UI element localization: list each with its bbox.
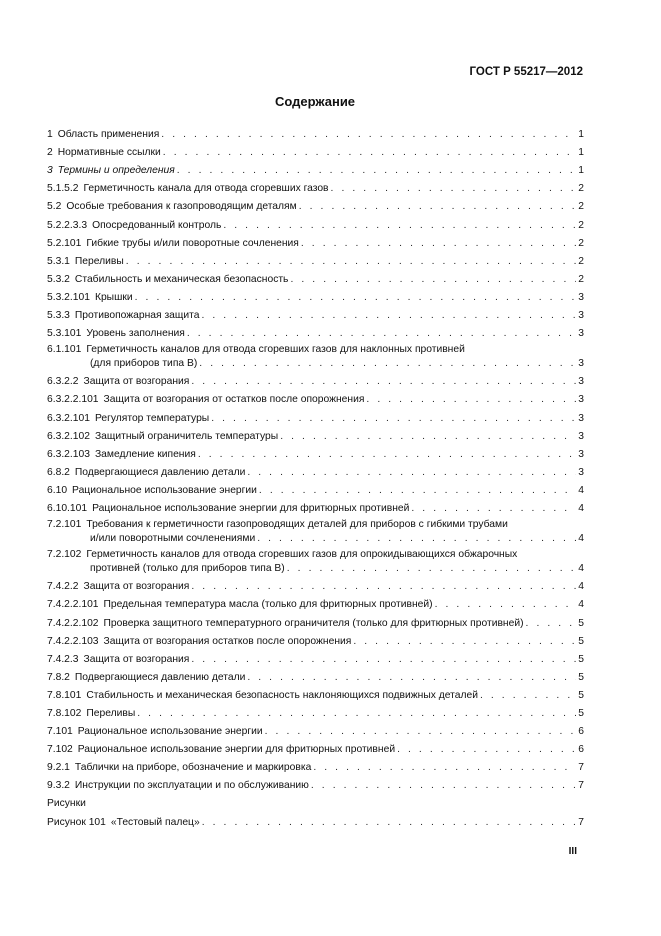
toc-entry-number: 7.2.102	[47, 549, 82, 561]
toc-entry-page: 2	[578, 183, 584, 195]
toc-entry[interactable]	[47, 502, 584, 516]
dot-leader	[411, 502, 576, 516]
toc-entry[interactable]	[47, 219, 584, 233]
toc-entry-page: 4	[578, 503, 584, 514]
toc-entry-title: Переливы	[86, 708, 136, 719]
dot-leader	[353, 635, 576, 649]
standard-number: ГОСТ Р 55217—2012	[469, 66, 583, 78]
page-number: III	[568, 846, 577, 857]
toc-entry-number: 3	[47, 165, 53, 177]
toc-entry-page: 4	[578, 563, 584, 575]
toc-entry-number: 5.3.3	[47, 310, 70, 321]
toc-entry-title: Герметичность каналов для отвода сгоревших газов для наклонных противней	[86, 344, 465, 356]
dot-leader	[397, 743, 576, 757]
toc-entry-number: 5.2.101	[47, 237, 82, 249]
toc-entry-page: 7	[578, 816, 584, 828]
dot-leader	[187, 327, 576, 341]
toc-entry[interactable]	[47, 393, 584, 407]
toc-entry[interactable]	[47, 200, 584, 214]
dot-leader	[331, 182, 577, 196]
toc-entry-title: Замедление кипения	[94, 448, 196, 460]
toc-title: Содержание	[274, 94, 356, 109]
toc-entry-number: 7.4.2.2.102	[47, 617, 99, 629]
toc-entry-title: Регулятор температуры	[94, 412, 210, 424]
toc-entry-page: 5	[578, 653, 584, 665]
toc-entry-number: 6.1.101	[47, 344, 82, 356]
toc-entry-page: 2	[578, 219, 584, 231]
toc-entry-title: Требования к герметичности газопроводящих деталей для приборов с гибкими трубами	[86, 519, 508, 531]
toc-entry-page: 2	[578, 237, 584, 249]
dot-leader	[301, 237, 576, 251]
toc-entry-page: 3	[578, 358, 584, 370]
toc-entry-page: 3	[578, 430, 584, 442]
toc-entry-title: противней (только для приборов типа В)	[90, 563, 285, 575]
toc-entry-number: 5.2.2.3.3	[47, 219, 88, 231]
toc-entry-title: Подвергающиеся давлению детали	[74, 466, 246, 478]
toc-entry-title: (для приборов типа В)	[90, 358, 198, 370]
toc-entry-title: Инструкции по эксплуатации и по обслуживанию	[74, 780, 309, 792]
toc-entry-title: Нормативные ссылки	[57, 147, 161, 159]
toc-entry-number: 6.8.2	[47, 466, 70, 478]
dot-leader	[211, 412, 576, 426]
toc-entry-number: 7.2.101	[47, 519, 82, 531]
dot-leader	[311, 779, 576, 793]
dot-leader	[177, 164, 577, 178]
toc-entry-page: 1	[578, 129, 584, 140]
toc-entry-number: 7.8.101	[47, 689, 82, 701]
toc-entry-title: Гибкие трубы и/или поворотные сочленения	[86, 237, 299, 249]
toc-entry-title: Рациональное использование энергии для фритюрных противней	[92, 503, 410, 514]
toc-entry-page: 6	[578, 726, 584, 738]
toc-entry-number: 7.8.102	[47, 708, 82, 719]
dot-leader	[199, 357, 576, 371]
toc-entry[interactable]	[47, 375, 584, 389]
toc-entry[interactable]	[47, 779, 584, 793]
toc-entry[interactable]	[47, 309, 584, 323]
toc-entry-page: 5	[578, 689, 584, 701]
toc-entry-number: 6.3.2.102	[47, 430, 90, 442]
toc-entry[interactable]	[47, 128, 584, 142]
toc-entry-title: Подвергающиеся давлению детали	[74, 671, 246, 683]
toc-entry-number: 5.3.1	[47, 255, 70, 267]
toc-entry-title: Особые требования к газопроводящим деталям	[66, 201, 297, 213]
toc-entry-number: 6.3.2.101	[47, 412, 90, 424]
figure-entry[interactable]	[47, 816, 584, 830]
toc-entry-title: Герметичность каналов для отвода сгоревших газов для опрокидывающихся обжарочных	[86, 549, 518, 561]
toc-entry-page: 1	[578, 147, 584, 159]
toc-entry-page: 7	[578, 762, 584, 774]
toc-entry-title: Защита от возгорания остатков после опорожнения	[103, 635, 352, 647]
toc-entry-number: 7.8.2	[47, 671, 70, 683]
toc-entry-title: Рациональное использование энергии	[72, 484, 257, 496]
toc-entry-page: 3	[578, 310, 584, 321]
toc-entry-page: 3	[578, 448, 584, 460]
toc-entry-number: 6.10.101	[47, 503, 88, 514]
toc-entry[interactable]	[47, 448, 584, 462]
toc-entry-page: 2	[578, 273, 584, 285]
toc-entry-number: 7.4.2.2	[47, 581, 79, 593]
toc-entry[interactable]	[47, 617, 584, 631]
toc-entry-title: Стабильность и механическая безопасность	[74, 273, 289, 285]
toc-entry[interactable]	[47, 761, 584, 775]
toc-entry-page: 5	[578, 635, 584, 647]
toc-entry-title: Защита от возгорания от остатков после опорожнения	[103, 394, 365, 406]
toc-entry-title: и/или поворотными сочленениями	[90, 533, 256, 545]
toc-entry-page: 4	[578, 599, 584, 611]
toc-entry-page: 2	[578, 201, 584, 213]
dot-leader	[137, 707, 576, 721]
toc-entry-number: 5.1.5.2	[47, 183, 79, 195]
dot-leader	[161, 128, 576, 142]
toc-entry[interactable]	[47, 343, 584, 371]
dot-leader	[191, 580, 576, 594]
toc-entry-number: 7.102	[47, 744, 73, 756]
dot-leader	[247, 671, 576, 685]
toc-entry[interactable]	[47, 518, 584, 546]
toc-entry-number: 9.3.2	[47, 780, 70, 792]
toc-entry[interactable]	[47, 689, 584, 703]
toc-entry-title: Предельная температура масла (только для фритюрных противней)	[103, 599, 433, 611]
dot-leader	[191, 375, 576, 389]
toc-entry-number: 7.101	[47, 726, 73, 738]
dot-leader	[290, 273, 576, 287]
toc-entry[interactable]	[47, 237, 584, 251]
toc-entry-page: 4	[578, 533, 584, 545]
toc-entry-page: 3	[578, 466, 584, 478]
toc-entry[interactable]	[47, 653, 584, 667]
toc-entry-title: Крышки	[94, 291, 133, 303]
toc-entry-title: Рациональное использование энергии для фритюрных противней	[77, 744, 396, 756]
toc-entry-title: Рациональное использование энергии	[77, 726, 263, 738]
toc-entry[interactable]	[47, 255, 584, 269]
toc-entry-page: 3	[578, 394, 584, 406]
dot-leader	[191, 653, 576, 667]
toc-entry-title: «Тестовый палец»	[110, 816, 200, 828]
toc-entry[interactable]	[47, 725, 584, 739]
toc-entry-title: Защита от возгорания	[83, 581, 190, 593]
toc-entry[interactable]	[47, 484, 584, 498]
toc-entry-title: Защита от возгорания	[83, 653, 190, 665]
toc-entry-page: 5	[578, 671, 584, 683]
toc-entry[interactable]	[47, 146, 584, 160]
toc-entry[interactable]	[47, 466, 584, 480]
toc-entry[interactable]	[47, 182, 584, 196]
toc-entry-number: 7.4.2.2.101	[47, 599, 99, 611]
dot-leader	[198, 448, 576, 462]
toc-entry-page: 1	[578, 165, 584, 177]
toc-entry[interactable]	[47, 580, 584, 594]
figures-heading: Рисунки	[47, 797, 86, 809]
toc-entry-number: 6.3.2.2	[47, 376, 79, 388]
dot-leader	[280, 430, 576, 444]
toc-entry-number: 5.2	[47, 201, 62, 213]
toc-entry-page: 5	[578, 708, 584, 719]
toc-entry-title: Стабильность и механическая безопасность наклоняющихся подвижных деталей	[86, 689, 478, 701]
dot-leader	[247, 466, 576, 480]
toc-entry-number: 5.3.2.101	[47, 291, 90, 303]
toc-entry-number: 7.4.2.3	[47, 653, 79, 665]
toc-entry[interactable]	[47, 671, 584, 685]
dot-leader	[480, 689, 576, 703]
toc-entry[interactable]	[47, 707, 584, 721]
toc-entry-title: Таблички на приборе, обозначение и маркировка	[74, 762, 312, 774]
toc-entry-page: 5	[578, 617, 584, 629]
toc-entry-number: 7.4.2.2.103	[47, 635, 99, 647]
toc-entry-title: Область применения	[57, 129, 160, 140]
toc-entry-title: Термины и определения	[57, 165, 175, 177]
dot-leader	[265, 725, 577, 739]
toc-entry[interactable]	[47, 273, 584, 287]
dot-leader	[126, 255, 576, 269]
toc-entry-title: Опосредованный контроль	[92, 219, 222, 231]
dot-leader	[202, 816, 577, 830]
toc-entry-page: 4	[578, 484, 584, 496]
toc-entry-page: 3	[578, 328, 584, 340]
toc-entry-title: Защита от возгорания	[83, 376, 190, 388]
toc-entry-number: 6.3.2.2.101	[47, 394, 99, 406]
toc-entry[interactable]	[47, 412, 584, 426]
toc-entry-number: 6.10	[47, 484, 68, 496]
dot-leader	[435, 598, 577, 612]
toc-entry[interactable]	[47, 327, 584, 341]
dot-leader	[201, 309, 576, 323]
toc-entry-page: 4	[578, 581, 584, 593]
toc-entry-number: 2	[47, 147, 53, 159]
toc-entry-number: 5.3.2	[47, 273, 70, 285]
toc-entry-page: 3	[578, 376, 584, 388]
toc-entry-number: 1	[47, 129, 53, 140]
toc-entry[interactable]	[47, 743, 584, 757]
dot-leader	[163, 146, 576, 160]
toc-entry[interactable]	[47, 598, 584, 612]
toc-entry-page: 7	[578, 780, 584, 792]
dot-leader	[259, 484, 576, 498]
dot-leader	[526, 617, 577, 631]
dot-leader	[366, 393, 576, 407]
toc-entry-page: 2	[578, 255, 584, 267]
toc-entry-title: Проверка защитного температурного ограничителя (только для фритюрных противней)	[103, 617, 524, 629]
toc-entry[interactable]	[47, 291, 584, 305]
dot-leader	[287, 562, 577, 576]
toc-entry[interactable]	[47, 635, 584, 649]
toc-entry-page: 3	[578, 412, 584, 424]
toc-entry-number: 6.3.2.103	[47, 448, 90, 460]
toc-entry-title: Защитный ограничитель температуры	[94, 430, 279, 442]
toc-entry-title: Противопожарная защита	[74, 310, 200, 321]
toc-entry-page: 6	[578, 744, 584, 756]
dot-leader	[313, 761, 576, 775]
toc-entry-number: Рисунок 101	[47, 816, 106, 828]
toc-entry[interactable]	[47, 430, 584, 444]
dot-leader	[257, 532, 576, 546]
toc-entry-title: Переливы	[74, 255, 124, 267]
dot-leader	[223, 219, 576, 233]
toc-entry-number: 9.2.1	[47, 762, 70, 774]
toc-entry-number: 5.3.101	[47, 328, 82, 340]
toc-entry[interactable]	[47, 548, 584, 576]
toc-entry-page: 3	[578, 291, 584, 303]
toc-entry[interactable]	[47, 164, 584, 178]
toc-entry-title: Уровень заполнения	[86, 328, 185, 340]
dot-leader	[135, 291, 577, 305]
dot-leader	[299, 200, 577, 214]
toc-entry-title: Герметичность канала для отвода сгоревших газов	[83, 183, 329, 195]
